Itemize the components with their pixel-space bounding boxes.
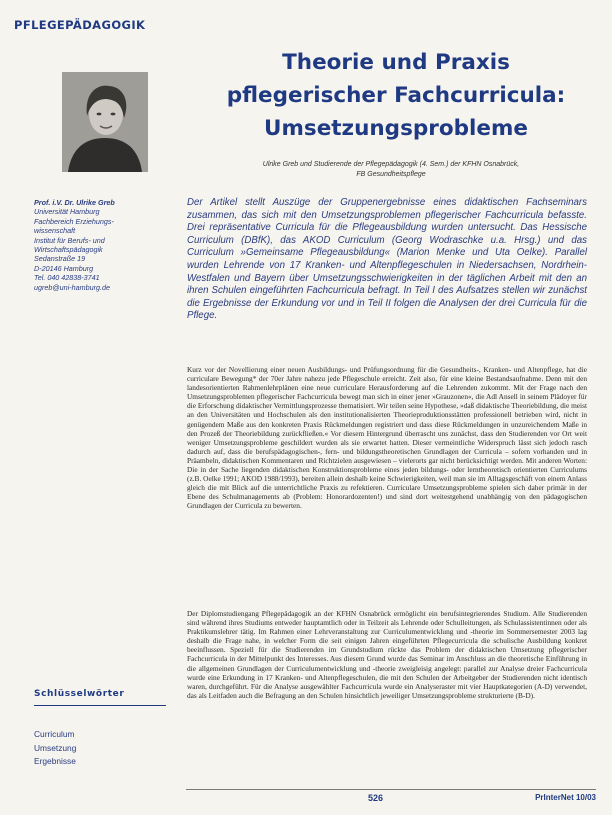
author-info — [34, 198, 174, 292]
author-portrait-icon — [62, 72, 148, 172]
title-line: pflegerischer Fachcurricula: — [226, 83, 566, 108]
author-info-line: wissenschaft — [34, 226, 76, 236]
author-info-line: Institut für Berufs- und — [34, 235, 105, 245]
keywords-heading: Schlüsselwörter — [34, 689, 125, 699]
author-info-line: Universität Hamburg — [34, 207, 100, 217]
title-line: Theorie und Praxis — [282, 50, 510, 75]
section-header: PFLEGEPÄDAGOGIK — [14, 18, 146, 32]
body-paragraph: Der Diplomstudiengang Pflegepädagogik an der KFHN Osnabrück ermöglicht ein berufsintegrierendes Studium. Alle Studierenden sind während ihres Studiums entweder hauptamtlich oder in Teilzeit als Lehrende oder Schulleitungen, als Schulassistentinnen oder als Praktikumslehrer tätig. Im Rahmen einer Lehrveranstaltung zur Curriculumentwicklung und -theorie im Sommersemester 2003 lag deshalb die Frage nahe, in welcher Form die seit einigen Jahren eingeführten Pflegecurricula die schulische Ausbildung konkret beeinflussen. Speziell für die Studierenden im Grundstudium rückte das Problem der didaktischen Umsetzung pflegerischer Fachcurricula in der Mittelpunkt des Interesses. Aus diesem Grund wurde das Seminar im Anschluss an die theoretische Einführung in die allgemeinen Grundlagen der Curriculumentwicklung und -theorie zweigleisig angelegt: parallel zur Analyse dreier Fachcurricula wurde eine Erkundung in 17 Kranken- und Altenpflegeschulen, die mit den Schulen der Arbeitgeber der Studierenden nicht identisch waren, durchgeführt. Für die Analyse ausgewählter Fachcurricula wurde ein Analyseraster mit vier Hauptkategorien (A-D) verwendet, das als Leitfaden auch die Befragung an den Schulen hinsichtlich jeweiliger Umsetzungsprobleme strukturierte (B-D). — [187, 609, 587, 700]
author-info-line: Wirtschaftspädagogik — [34, 245, 103, 255]
keyword: Ergebnisse — [34, 756, 76, 766]
article-title — [196, 46, 596, 145]
abstract: Der Artikel stellt Auszüge der Gruppenergebnisse eines didaktischen Fachseminars zusammen, das sich mit den Umsetzungsproblemen pflegerischer Fachcurricula befasste. Drei repräsentative Curricula für die Pflegeausbildung wurden untersucht. Das Hessische Curriculum (DBfK), das AKOD Curriculum (Georg Wodraschke u.a. Hrsg.) und das Curriculum »Gemeinsame Pflegeausbildung« (Marion Menke und Uta Oelke). Parallel wurden Lehrende von 17 Kranken- und Altenpflegeschulen in Niedersachsen, Nordrhein-Westfalen und Bayern über Umsetzungsschwierigkeiten in der täglichen Arbeit mit den an ihren Schulen eingeführten Fachcurricula befragt. In Teil I des Aufsatzes stellen wir zunächst die Ergebnisse der Erkundung vor und in Teil II folgen die Analysen der drei Curricula für die Pflege. — [187, 197, 587, 322]
subtitle-line: FB Gesundheitspflege — [356, 171, 426, 178]
journal-name: PrInterNet 10/03 — [535, 793, 596, 802]
author-name: Prof. i.V. Dr. Ulrike Greb — [34, 198, 115, 207]
keywords-divider — [34, 705, 166, 706]
author-email: ugreb@uni-hamburg.de — [34, 282, 111, 292]
keyword: Umsetzung — [34, 742, 77, 753]
article-subtitle — [196, 160, 586, 180]
author-info-line: Tel. 040 42838-3741 — [34, 273, 100, 283]
subtitle-line: Ulrike Greb und Studierende der Pflegepädagogik (4. Sem.) der KFHN Osnabrück, — [262, 161, 520, 168]
keyword: Curriculum — [34, 729, 75, 739]
body-paragraph: Kurz vor der Novellierung einer neuen Ausbildungs- und Prüfungsordnung für die Gesundheits-, Kranken- und Altenpflege, hat die curriculare Bewegung* der 70er Jahre nahezu jede Pflegeschule erreicht. Zeit also, für eine kleine Bestandsaufnahme. Denn mit den landesorientierten Rahmenlehrplänen eine neue curriculare Herausforderung auf die Lehrenden zukommt. Mit der Frage nach den Umsetzungsproblemen pflegerischer Fachcurricula bewegt man sich in einer jener »Grauzonen«, die Adl Ansell in seinem Plädoyer für die Erforschung didaktischer Vermittlungsprozesse thematisiert. Wir teilen seine Hypothese, »daß didaktische Theoriebildung, die meist an den Universitäten und Hochschulen als den institutionalisierten Theorieproduktionsstätten professionell betrieben wird, nicht in genügendem Maße aus den konkreten Praxis Rückmeldungen registriert und dass diese Rückmeldungen in unzureichendem Maße in den Prozeß der Theoriebildung zurückfließen.« Vor diesem Hintergrund überrascht uns zunächst, dass den Studierenden vor Ort weit weniger Umsetzungsprobleme geschildert wurden als sie erwartet hatten. Dieser vermeintliche Widerspruch lässt sich jedoch rasch dadurch auf, dass die berufspädagogischen-, fern- und bildungstheoretischen Grundlagen der Curricula – sofern vorhanden und in Präambeln, didaktischen Kommentaren und Richtzielen ausgewiesen – vielerorts gar nicht berücksichtigt werden. Mit anderen Worten: Die in der Sache liegenden didaktischen Konstruktionsprobleme eines jeden bildungs- oder lerntheoretisch orientierten Curriculums (z.B. Oelke 1991; AKOD 1988/1993), bereiten allein deshalb keine Schwierigkeiten, weil man sie im Alltagsgeschäft von einem Anlass gleich die mit Blick auf die unterrichtliche Praxis zu refektieren. Curriculare Umsetzungsprobleme spielen sich daher primär in der Ebene des Schulmanagements ab (Problem: Honorardozenten!) und sind dort weitestgehend unabhängig von den pädagogischen Grundlagen der Curricula zu bewerten. — [187, 365, 587, 511]
author-info-line: Sedanstraße 19 — [34, 254, 86, 264]
footer-divider — [186, 789, 596, 790]
title-line: Umsetzungsprobleme — [264, 116, 528, 141]
author-info-line: D-20146 Hamburg — [34, 263, 94, 273]
keywords-list — [34, 728, 76, 769]
page-number: 526 — [368, 793, 384, 803]
author-info-line: Fachbereich Erziehungs- — [34, 216, 114, 226]
